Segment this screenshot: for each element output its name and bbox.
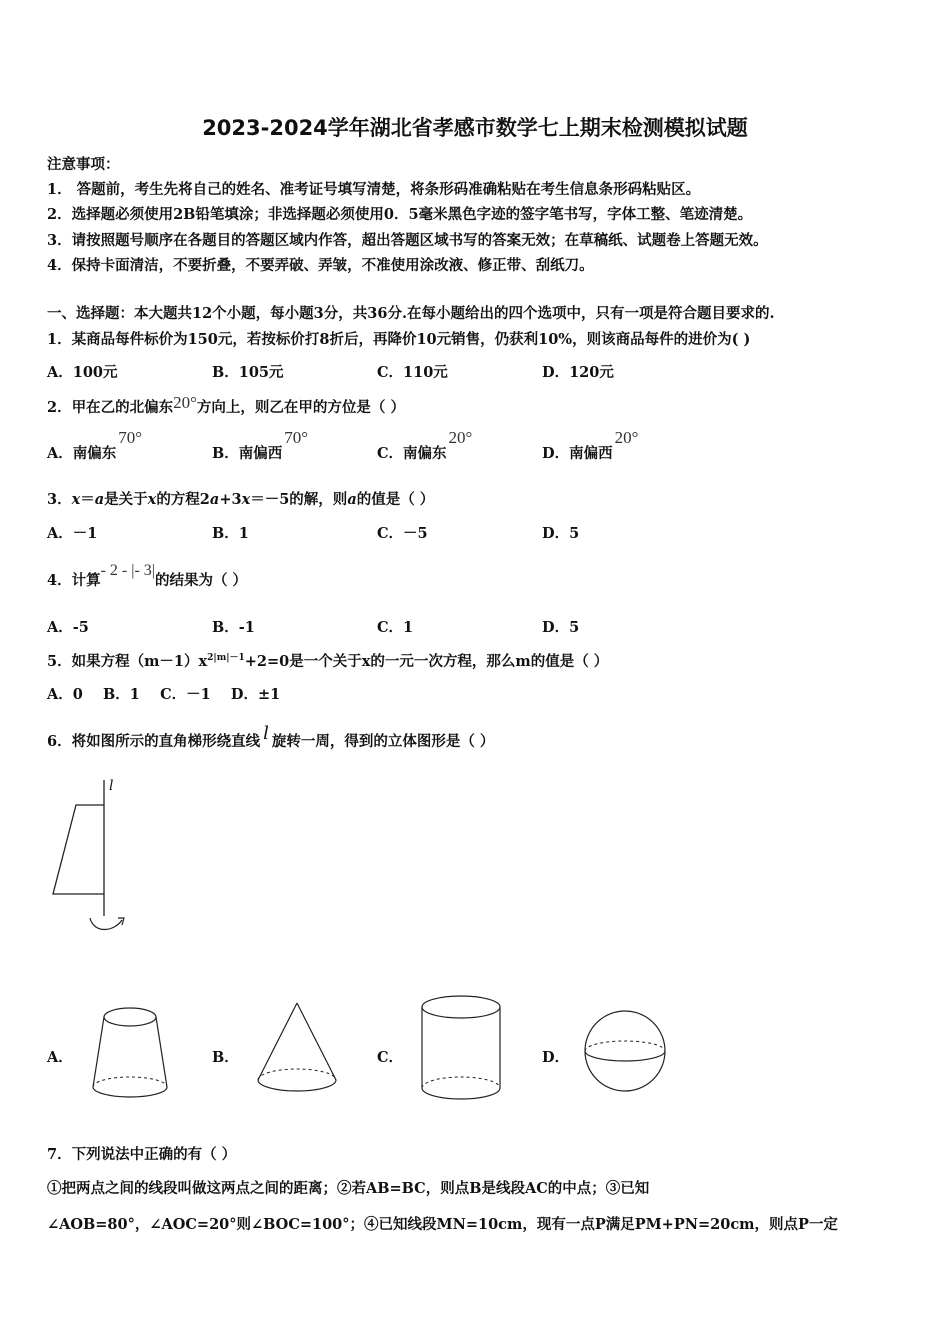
- q2-option-d-label: D．南偏西: [542, 445, 613, 462]
- q4-option-a[interactable]: A．-5: [47, 619, 89, 636]
- q6-option-d[interactable]: D．: [542, 1049, 570, 1066]
- cylinder-shape[interactable]: [418, 993, 518, 1108]
- notice-item: 4．保持卡面清洁，不要折叠，不要弄破、弄皱，不准使用涂改液、修正带、刮纸刀。: [47, 257, 594, 274]
- q3-text: +3: [219, 491, 242, 508]
- q2-option-b-angle: 70°: [284, 428, 309, 447]
- q3-option-b[interactable]: B．1: [212, 525, 249, 542]
- q3-option-a[interactable]: A．－1: [47, 525, 98, 542]
- q4-text: 的结果为（ ）: [154, 572, 248, 589]
- notice-item: 1． 答题前，考生先将自己的姓名、准考证号填写清楚，将条形码准确粘贴在考生信息条形码粘贴区。: [47, 181, 701, 198]
- q1-option-a[interactable]: A．100元: [47, 364, 118, 381]
- q2-angle: 20°: [173, 393, 197, 412]
- q4-option-b[interactable]: B．-1: [212, 619, 255, 636]
- q2-option-d[interactable]: [542, 428, 639, 463]
- q6-text: 6．将如图所示的直角梯形绕直线: [47, 733, 261, 750]
- q3-text: 是关于: [104, 491, 148, 508]
- q3-var: x: [71, 491, 81, 508]
- question-4-stem: [47, 562, 248, 590]
- axis-label: l: [109, 778, 114, 794]
- q6-option-c[interactable]: C．: [377, 1049, 404, 1066]
- q3-text: 的方程2: [156, 491, 210, 508]
- q3-var: a: [94, 491, 105, 508]
- q7-statement-line: ∠AOB=80°，∠AOC=20°则∠BOC=100°；④已知线段MN=10cm，现有一点P满足PM+PN=20cm，则点P一定: [47, 1216, 838, 1233]
- q4-option-d[interactable]: D．5: [542, 619, 580, 636]
- q2-option-b[interactable]: [212, 428, 309, 463]
- q7-statement-line: ①把两点之间的线段叫做这两点之间的距离；②若AB=BC，则点B是线段AC的中点；③已知: [47, 1180, 650, 1197]
- q3-var: x: [147, 491, 157, 508]
- q3-text: 的值是（ ）: [356, 491, 435, 508]
- q2-option-a-angle: 70°: [118, 428, 143, 447]
- trapezoid-figure: [40, 780, 180, 950]
- question-7-stem: 7．下列说法中正确的有（ ）: [47, 1146, 237, 1163]
- q3-text: ＝: [80, 491, 95, 508]
- q4-option-c[interactable]: C．1: [377, 619, 414, 636]
- q2-option-a-label: A．南偏东: [47, 445, 117, 462]
- frustum-shape[interactable]: [85, 1000, 175, 1115]
- q3-text: ＝－5的解，则: [250, 491, 348, 508]
- notice-item: 2．选择题必须使用2B铅笔填涂；非选择题必须使用0．5毫米黑色字迹的签字笔书写，字体工整、笔迹清楚。: [47, 206, 753, 223]
- question-2-stem: [47, 393, 405, 417]
- q3-text: 3．: [47, 491, 72, 508]
- sphere-shape[interactable]: [582, 1008, 682, 1108]
- q2-option-b-label: B．南偏西: [212, 445, 283, 462]
- question-5-stem: [47, 650, 608, 671]
- q4-text: 4．计算: [47, 572, 101, 589]
- q3-var: x: [241, 491, 251, 508]
- q5-options[interactable]: A．0 B．1 C．－1 D．±1: [47, 686, 281, 703]
- q2-stem-post: 方向上，则乙在甲的方位是（ ）: [196, 399, 405, 416]
- q3-var: a: [209, 491, 220, 508]
- question-3-stem: [47, 488, 434, 509]
- q2-option-a[interactable]: [47, 428, 143, 463]
- question-1-stem: 1．某商品每件标价为150元，若按标价打8折后，再降价10元销售，仍获利10%，则该商品每件的进价为( ): [47, 331, 751, 348]
- q6-option-a[interactable]: A．: [47, 1049, 73, 1066]
- q2-option-c-label: C．南偏东: [377, 445, 447, 462]
- q2-option-c-angle: 20°: [448, 428, 473, 447]
- q5-text: 5．如果方程（m－1）x: [47, 653, 208, 670]
- q3-var: a: [347, 491, 357, 508]
- q2-stem-pre: 2．甲在乙的北偏东: [47, 399, 174, 416]
- q6-option-b[interactable]: B．: [212, 1049, 239, 1066]
- q5-text: +2=0是一个关于x的一元一次方程，那么m的值是（ ）: [244, 653, 609, 670]
- notice-item: 3．请按照题号顺序在各题目的答题区域内作答，超出答题区域书写的答案无效；在草稿纸、试题卷上答题无效。: [47, 232, 768, 249]
- q6-var: l: [263, 723, 269, 744]
- q5-exponent: 2|m|－1: [207, 653, 245, 663]
- q1-option-b[interactable]: B．105元: [212, 364, 284, 381]
- q3-option-d[interactable]: D．5: [542, 525, 580, 542]
- q4-expression: - 2 - |- 3|: [100, 562, 155, 579]
- q2-option-c[interactable]: [377, 428, 473, 463]
- q3-option-c[interactable]: C．－5: [377, 525, 428, 542]
- notice-heading: 注意事项：: [47, 156, 120, 173]
- q2-option-d-angle: 20°: [614, 428, 639, 447]
- page-title: 2023-2024学年湖北省孝感市数学七上期末检测模拟试题: [202, 116, 748, 140]
- q1-option-d[interactable]: D．120元: [542, 364, 614, 381]
- q1-option-c[interactable]: C．110元: [377, 364, 448, 381]
- section-heading: 一、选择题：本大题共12个小题，每小题3分，共36分.在每小题给出的四个选项中，只有一项是符合题目要求的.: [47, 305, 775, 322]
- cone-shape[interactable]: [252, 1000, 352, 1100]
- q6-text: 旋转一周，得到的立体图形是（ ）: [271, 733, 495, 750]
- question-6-stem: [47, 723, 495, 751]
